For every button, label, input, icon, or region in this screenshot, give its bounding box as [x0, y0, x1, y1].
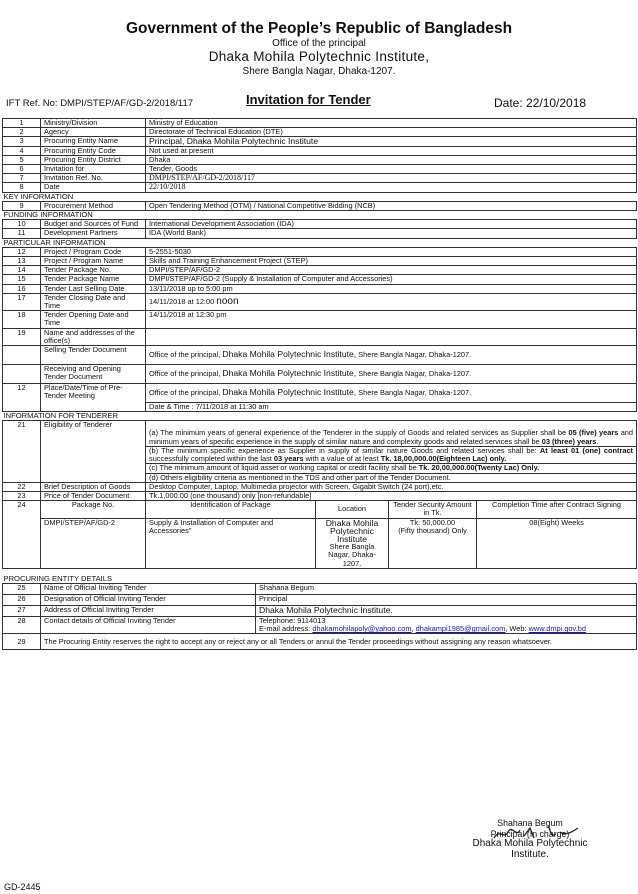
table-row	[3, 137, 637, 146]
row-number: 1	[3, 119, 41, 128]
row-value: 5-2551-5030	[146, 247, 637, 256]
row-number: 25	[3, 583, 41, 594]
row-number: 2	[3, 128, 41, 137]
table-row	[3, 311, 637, 328]
row-number: 24	[3, 501, 41, 569]
header-institute: Dhaka Mohila Polytechnic Institute,	[208, 49, 430, 64]
row-value: Desktop Computer, Laptop, Multimedia projector with Screen, Gigabit Switch (24 port),etc.	[146, 482, 637, 491]
contact-links	[259, 625, 633, 633]
table-row	[3, 616, 637, 633]
section-procuring-entity-details: PROCURING ENTITY DETAILS	[3, 568, 637, 583]
row-number	[3, 365, 41, 384]
document-id: GD-2445	[4, 882, 41, 892]
telephone: Telephone: 9114013	[259, 615, 326, 625]
office-prefix: Office of the principal,	[149, 388, 223, 398]
row-number: 5	[3, 155, 41, 164]
package-no: DMPI/STEP/AF/GD-2	[41, 518, 146, 568]
table-row	[3, 605, 637, 616]
row-value: Dhaka	[146, 155, 637, 164]
row-number: 13	[3, 257, 41, 266]
table-row	[3, 155, 637, 164]
column-header: Tender Security Amount in Tk.	[389, 501, 477, 518]
row-label: Eligibility of Tenderer	[41, 421, 146, 482]
eligibility-a	[146, 421, 637, 446]
row-value: DMPI/STEP/AF/GD-2 (Supply & Installation of Computer and Accessories)	[146, 275, 637, 284]
row-number: 16	[3, 284, 41, 293]
office-address: Shere Bangla Nagar, Dhaka-1207.	[356, 369, 472, 379]
row-label: Procuring Entity Name	[41, 137, 146, 146]
header-government: Government of the People’s Republic of Bangladesh	[125, 20, 513, 37]
row-label: Designation of Official Inviting Tender	[41, 594, 256, 605]
row-number: 27	[3, 605, 41, 616]
table-row	[3, 229, 637, 238]
column-header: Location	[316, 501, 389, 518]
row-number: 29	[3, 634, 41, 649]
table-row	[3, 328, 637, 345]
text: (b) The minimum specific experience as Supplier in supply of similar nature Goods and related services shall be:	[149, 445, 540, 455]
table-row	[3, 384, 637, 403]
web-label: , Web:	[505, 624, 529, 634]
section-heading	[3, 238, 637, 247]
row-number: 12	[3, 384, 41, 412]
row-label: Project / Program Code	[41, 247, 146, 256]
row-value: Dhaka Mohila Polytechnic Institute.	[256, 605, 637, 616]
row-number: 22	[3, 482, 41, 491]
section-funding-information: FUNDING INFORMATION	[3, 211, 637, 220]
signatory-name: Shahana Begum	[497, 818, 563, 828]
row-value	[146, 293, 637, 310]
table-row	[3, 293, 637, 310]
row-value: Not used at present	[146, 146, 637, 155]
row-label: Name of Official Inviting Tender	[41, 583, 256, 594]
row-value	[146, 328, 637, 345]
section-heading	[3, 192, 637, 201]
closing-date: 14/11/2018 at 12:00	[149, 296, 217, 306]
table-row	[3, 583, 637, 594]
row-label: Tender Package No.	[41, 266, 146, 275]
row-value: IDA (World Bank)	[146, 229, 637, 238]
row-value	[146, 346, 637, 365]
table-row	[3, 146, 637, 155]
ift-ref: IFT Ref. No: DMPI/STEP/AF/GD-2/2018/117	[6, 98, 194, 109]
section-key-information: KEY INFORMATION	[3, 192, 637, 201]
eligibility-d: (d) Others eligibility criteria as mentioned in the TDS and other part of the Tender Document.	[146, 473, 637, 482]
row-value: 13/11/2018 up to 5:00 pm	[146, 284, 637, 293]
website-link[interactable]: www.dmpi.gov.bd	[528, 624, 586, 634]
text: Tk. 20,00,000.00(Twenty Lac) Only.	[418, 463, 540, 473]
section-particular-information: PARTICULAR INFORMATION	[3, 238, 637, 247]
row-number: 19	[3, 328, 41, 345]
signature-block	[440, 818, 620, 860]
package-identification: Supply & Installation of Computer and Accessories"	[146, 518, 316, 568]
table-row	[3, 421, 637, 446]
row-value: Open Tendering Method (OTM) / National Competitive Bidding (NCB)	[146, 201, 637, 210]
table-row	[3, 594, 637, 605]
row-number: 12	[3, 247, 41, 256]
row-label: Date	[41, 183, 146, 192]
row-number: 28	[3, 616, 41, 633]
table-row	[3, 365, 637, 384]
row-value: Skills and Training Enhancement Project (STEP)	[146, 257, 637, 266]
separator: ,	[411, 624, 416, 634]
row-value: 22/10/2018	[146, 183, 637, 192]
signatory-org-2: Institute.	[511, 848, 549, 860]
row-label: Tender Closing Date and Time	[41, 293, 146, 310]
completion-time: 08(Eight) Weeks	[477, 518, 637, 568]
table-row	[3, 634, 637, 649]
row-label: Contact details of Official Inviting Tender	[41, 616, 256, 633]
row-number: 8	[3, 183, 41, 192]
text: (a) The minimum years of general experience of the Tenderer in the supply of Goods and related services as Supplier shall be	[149, 428, 569, 438]
table-row	[3, 201, 637, 210]
row-value: Principal, Dhaka Mohila Polytechnic Institute	[146, 137, 637, 146]
closing-time-noon: noon	[216, 295, 239, 307]
row-number: 21	[3, 421, 41, 482]
row-value	[146, 384, 637, 403]
row-label: Tender Package Name	[41, 275, 146, 284]
row-value	[146, 365, 637, 384]
row-number: 14	[3, 266, 41, 275]
row-label: Selling Tender Document	[41, 346, 146, 365]
text: 05 (five) years	[568, 428, 619, 438]
row-number: 6	[3, 165, 41, 174]
table-row	[3, 346, 637, 365]
page-title: Invitation for Tender	[246, 92, 371, 107]
office-institute: Dhaka Mohila Polytechnic Institute,	[222, 349, 357, 360]
row-label: Receiving and Opening Tender Document	[41, 365, 146, 384]
eligibility-c	[146, 464, 637, 473]
package-header-row	[3, 501, 637, 518]
row-value: Ministry of Education	[146, 119, 637, 128]
office-address: Shere Bangla Nagar, Dhaka-1207.	[356, 388, 472, 398]
row-label: Development Partners	[41, 229, 146, 238]
eligibility-b	[146, 446, 637, 463]
location-institute: Dhaka Mohila Polytechnic Institute	[325, 517, 379, 544]
tender-table	[2, 118, 637, 650]
row-value: Shahana Begum	[256, 583, 637, 594]
tender-security	[389, 518, 477, 568]
column-header: Package No.	[41, 501, 146, 518]
row-label: Agency	[41, 128, 146, 137]
row-value: The Procuring Entity reserves the right to accept any or reject any or all Tenders or annul the Tender proceedings without assigning any reason whatsoever.	[41, 634, 637, 649]
row-number: 18	[3, 311, 41, 328]
row-value	[256, 616, 637, 633]
text: and minimum years of specific experience in the supply of similar nature and complexity goods and related services shall be	[149, 428, 634, 446]
header-address: Shere Bangla Nagar, Dhaka-1207.	[242, 66, 396, 77]
row-value: Directorate of Technical Education (DTE)	[146, 128, 637, 137]
security-words: (Fifty thousand) Only	[398, 525, 467, 535]
package-location	[316, 518, 389, 568]
row-label: Procuring Entity District	[41, 155, 146, 164]
row-number: 9	[3, 201, 41, 210]
row-number: 23	[3, 491, 41, 500]
row-label: Place/Date/Time of Pre-Tender Meeting	[41, 384, 146, 412]
row-value: Principal	[256, 594, 637, 605]
office-institute: Dhaka Mohila Polytechnic Institute,	[222, 387, 357, 398]
row-label: Tender Last Selling Date	[41, 284, 146, 293]
email-link-gmail[interactable]: dhakampi1985@gmail.com	[415, 624, 506, 634]
text: .	[596, 436, 599, 446]
row-label: Address of Official Inviting Tender	[41, 605, 256, 616]
row-value: International Development Association (IDA)	[146, 220, 637, 229]
text: (c) The minimum amount of liquid asset or working capital or credit facility shall be	[149, 463, 419, 473]
column-header: Completion Time after Contract Signing	[477, 501, 637, 518]
row-label: Procurement Method	[41, 201, 146, 210]
row-label: Invitation for	[41, 165, 146, 174]
table-row	[3, 284, 637, 293]
row-number: 11	[3, 229, 41, 238]
row-number: 7	[3, 174, 41, 183]
row-label: Procuring Entity Code	[41, 146, 146, 155]
row-value: 14/11/2018 at 12:30 pm	[146, 311, 637, 328]
issue-date: Date: 22/10/2018	[494, 96, 587, 110]
security-amount: Tk. 50,000.00	[409, 517, 456, 527]
row-number: 10	[3, 220, 41, 229]
table-row	[3, 174, 637, 183]
header-office: Office of the principal	[272, 38, 366, 49]
row-number: 4	[3, 146, 41, 155]
row-value: Tk.1,000.00 (one thousand) only [non-refundable]	[146, 491, 637, 500]
office-institute: Dhaka Mohila Polytechnic Institute,	[222, 368, 357, 379]
row-number	[3, 346, 41, 365]
email-label: E-mail address:	[259, 624, 313, 634]
row-label: Project / Program Name	[41, 257, 146, 266]
office-prefix: Office of the principal,	[149, 369, 223, 379]
row-label: Ministry/Division	[41, 119, 146, 128]
row-value: DMPI/STEP/AF/GD-2	[146, 266, 637, 275]
row-label: Brief Description of Goods	[41, 482, 146, 491]
signatory-org: Dhaka Mohila Polytechnic	[472, 838, 588, 849]
row-label: Invitation Ref. No.	[41, 174, 146, 183]
package-row	[3, 518, 637, 568]
text: At least 01 (one) contract	[539, 445, 634, 455]
text: successfully completed within the last	[149, 454, 274, 464]
row-label: Budget and Sources of Fund	[41, 220, 146, 229]
office-prefix: Office of the principal,	[149, 350, 223, 360]
table-row	[3, 119, 637, 128]
column-header: Identification of Package	[146, 501, 316, 518]
row-label: Name and addresses of the office(s)	[41, 328, 146, 345]
row-number: 3	[3, 137, 41, 146]
table-row	[3, 275, 637, 284]
location-address: Shere Bangla Nagar, Dhaka-1207.	[328, 542, 376, 568]
row-label: Price of Tender Document	[41, 491, 146, 500]
email-link-yahoo[interactable]: dhakamohilapoly@yahoo.com	[312, 624, 412, 634]
pre-tender-datetime: Date & Time : 7/11/2018 at 11:30 am	[146, 403, 637, 412]
row-value: Tender, Goods	[146, 165, 637, 174]
text: with a value of at least	[303, 454, 381, 464]
row-number: 17	[3, 293, 41, 310]
section-information-for-tenderer: INFORMATION FOR TENDERER	[3, 412, 637, 421]
signatory-role: Principal (In charge)	[490, 828, 570, 839]
text: 03 years	[273, 454, 304, 464]
row-number: 26	[3, 594, 41, 605]
row-value: DMPI/STEP/AF/GD-2/2018/117	[146, 174, 637, 183]
office-address: Shere Bangla Nagar, Dhaka-1207.	[356, 350, 472, 360]
row-number: 15	[3, 275, 41, 284]
text: 03 (three) years	[541, 436, 597, 446]
section-heading	[3, 568, 637, 583]
text: Tk. 18,00,000.00(Eighteen Lac) only.	[380, 454, 507, 464]
table-row	[3, 183, 637, 192]
row-label: Tender Opening Date and Time	[41, 311, 146, 328]
